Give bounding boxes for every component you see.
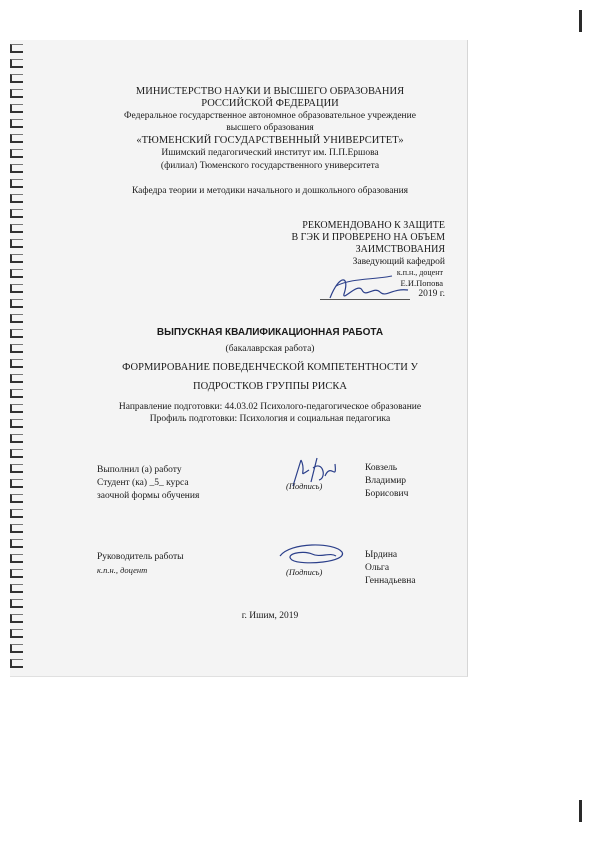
student-surname: Ковзель [365,463,398,473]
department-name: Кафедра теории и методики начального и дошкольного образования [131,186,409,196]
spiral-binding [10,44,24,672]
city-year: г. Ишим, 2019 [241,611,299,621]
supervisor-degree: к.п.н., доцент [97,565,148,575]
study-direction: Направление подготовки: 44.03.02 Психолого-педагогическое образование [118,402,422,412]
department-head-degree: к.п.н., доцент [396,268,443,277]
student-signature-caption: (Подпись) [286,481,323,491]
supervisor-first-name: Ольга [365,563,390,573]
student-label-3: заочной формы обучения [97,491,200,501]
work-subtype: (бакалаврская работа) [225,344,315,354]
scan-edge-mark-top [579,10,582,32]
department-head-signature [322,268,412,308]
work-title-line-2: ПОДРОСТКОВ ГРУППЫ РИСКА [193,381,347,392]
institution-line-1: Федеральное государственное автономное образовательное учреждение [124,111,416,121]
approval-line-1: РЕКОМЕНДОВАНО К ЗАЩИТЕ [302,220,445,231]
supervisor-surname: Ырдина [365,550,398,560]
study-profile: Профиль подготовки: Психология и социальная педагогика [149,414,391,424]
approval-line-2: В ГЭК И ПРОВЕРЕНО НА ОБЪЕМ [291,232,445,243]
institute-line-2: (филиал) Тюменского государственного университета [160,161,380,171]
department-head-name: Е.И.Попова [400,278,443,288]
supervisor-signature [272,540,352,570]
department-head-title: Заведующий кафедрой [352,257,445,267]
scan-edge-mark-bottom [579,800,582,822]
approval-year: 2019 г. [418,289,445,299]
work-title-line-1: ФОРМИРОВАНИЕ ПОВЕДЕНЧЕСКОЙ КОМПЕТЕНТНОСТИ У [122,362,418,373]
university-name: «ТЮМЕНСКИЙ ГОСУДАРСТВЕННЫЙ УНИВЕРСИТЕТ» [136,135,404,146]
institute-line-1: Ишимский педагогический институт им. П.П.Ершова [161,148,379,158]
approval-line-3: ЗАИМСТВОВАНИЯ [355,244,445,255]
ministry-line-2: РОССИЙСКОЙ ФЕДЕРАЦИИ [201,98,339,109]
supervisor-signature-caption: (Подпись) [286,567,323,577]
ministry-line-1: МИНИСТЕРСТВО НАУКИ И ВЫСШЕГО ОБРАЗОВАНИЯ [135,86,405,97]
institution-line-2: высшего образования [226,123,314,133]
student-patronymic: Борисович [365,489,409,499]
work-type: ВЫПУСКНАЯ КВАЛИФИКАЦИОННАЯ РАБОТА [156,327,384,338]
student-label-1: Выполнил (а) работу [97,465,182,475]
supervisor-patronymic: Геннадьевна [365,576,416,586]
student-first-name: Владимир [365,476,407,486]
supervisor-label: Руководитель работы [97,552,184,562]
student-label-2: Студент (ка) _5_ курса [97,478,189,488]
